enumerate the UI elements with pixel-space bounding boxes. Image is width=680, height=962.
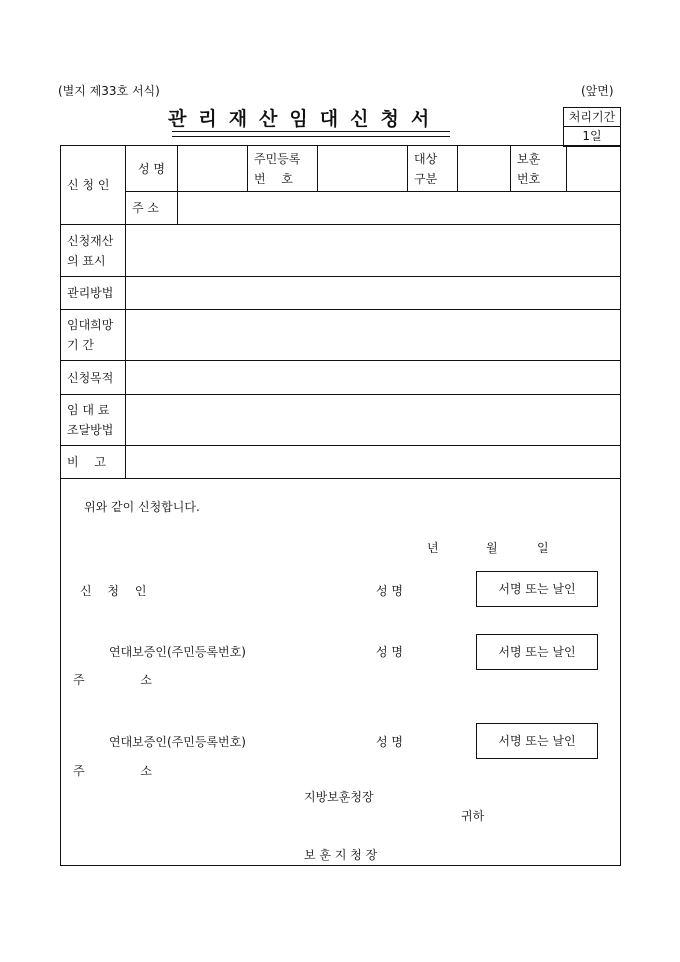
guarantor-1-signature-box[interactable]: 서명 또는 날인 bbox=[476, 634, 598, 670]
guarantor-2-signature-box[interactable]: 서명 또는 날인 bbox=[476, 723, 598, 759]
management-method-field[interactable] bbox=[126, 277, 621, 310]
property-description-label: 신청재산 의 표시 bbox=[61, 225, 126, 277]
page-side-label: (앞면) bbox=[581, 84, 614, 98]
guarantor-2-address-label: 주 소 bbox=[73, 764, 178, 778]
lease-period-label: 임대희망 기 간 bbox=[61, 310, 126, 361]
guarantor-1-label: 연대보증인(주민등록번호) bbox=[109, 645, 246, 659]
applicant-section-label: 신 청 인 bbox=[61, 146, 126, 225]
purpose-field[interactable] bbox=[126, 361, 621, 395]
target-category-field[interactable] bbox=[458, 146, 511, 192]
processing-period-box bbox=[563, 107, 621, 147]
purpose-label: 신청목적 bbox=[61, 361, 126, 395]
rent-funding-field[interactable] bbox=[126, 395, 621, 446]
date-year-label: 년 bbox=[427, 541, 439, 555]
lease-period-field[interactable] bbox=[126, 310, 621, 361]
recipient-honorific: 귀하 bbox=[461, 809, 485, 823]
target-category-label: 대상 구분 bbox=[408, 146, 458, 192]
veteran-number-field[interactable] bbox=[567, 146, 621, 192]
address-field[interactable] bbox=[178, 192, 621, 225]
rent-funding-label: 임 대 료 조달방법 bbox=[61, 395, 126, 446]
guarantor-1-address-label: 주 소 bbox=[73, 673, 178, 687]
applicant-sign-label: 신 청 인 bbox=[80, 584, 153, 598]
application-form-table bbox=[60, 145, 621, 479]
document-title: 관리재산임대신청서 bbox=[168, 108, 442, 130]
guarantor-2-label: 연대보증인(주민등록번호) bbox=[109, 735, 246, 749]
date-day-label: 일 bbox=[537, 541, 549, 555]
recipient-regional-office: 지방보훈청장 bbox=[304, 790, 374, 804]
name-field[interactable] bbox=[178, 146, 248, 192]
guarantor-2-name-label: 성 명 bbox=[376, 735, 403, 749]
applicant-signature-box[interactable]: 서명 또는 날인 bbox=[476, 571, 598, 607]
date-month-label: 월 bbox=[486, 541, 498, 555]
management-method-label: 관리방법 bbox=[61, 277, 126, 310]
processing-period-label: 처리기간 bbox=[564, 108, 620, 127]
veteran-number-label: 보훈 번호 bbox=[511, 146, 567, 192]
title-double-underline bbox=[172, 131, 450, 137]
resident-number-label: 주민등록 번 호 bbox=[248, 146, 318, 192]
remarks-field[interactable] bbox=[126, 446, 621, 479]
applicant-name-label: 성 명 bbox=[376, 584, 403, 598]
guarantor-1-name-label: 성 명 bbox=[376, 645, 403, 659]
resident-number-field[interactable] bbox=[318, 146, 408, 192]
property-description-field[interactable] bbox=[126, 225, 621, 277]
name-label: 성 명 bbox=[126, 146, 178, 192]
recipient-branch-office: 보 훈 지 청 장 bbox=[304, 848, 378, 862]
form-number-label: (별지 제33호 서식) bbox=[58, 84, 160, 98]
address-label: 주 소 bbox=[126, 192, 178, 225]
processing-period-value: 1일 bbox=[582, 129, 602, 143]
application-statement: 위와 같이 신청합니다. bbox=[84, 500, 200, 514]
remarks-label: 비 고 bbox=[61, 446, 126, 479]
